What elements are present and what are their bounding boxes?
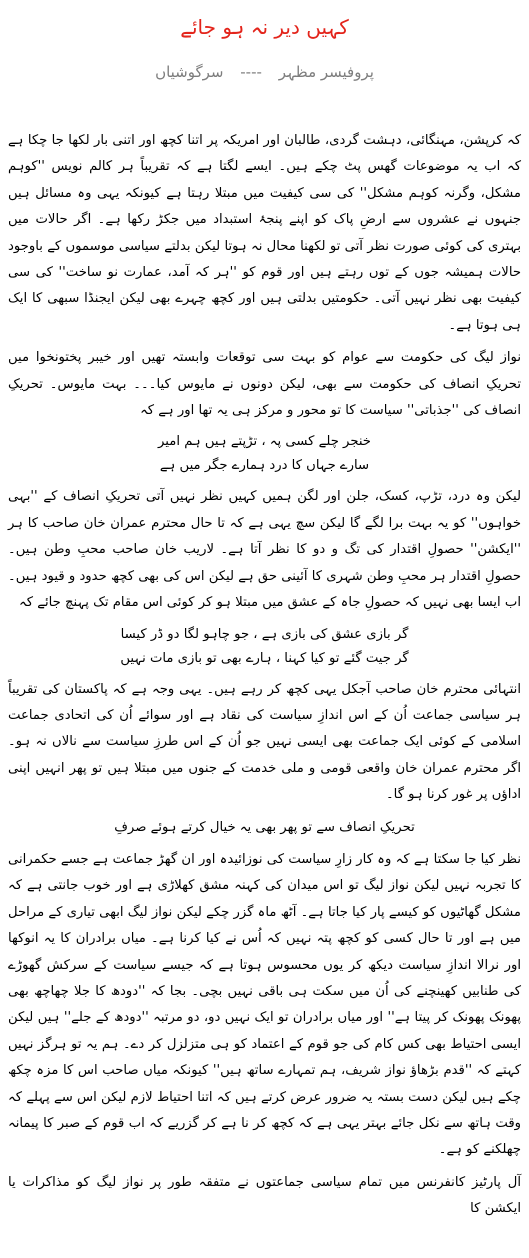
paragraph-3: لیکن وہ درد، تڑپ، کسک، جلن اور لگن ہمیں کہیں نظر نہیں آتی تحریکِ انصاف کے ''بہی خواہوں'' کو یہ بہت برا لگے گا لیکن سچ یہی ہے کہ تا حال محترم عمران خان صاحب کا ہر ''ایکشن'' حصولِ اقتدار کی تگ و دو کا نظر آتا ہے۔ لاریب خان صاحب محبِ وطن ہیں۔ حصولِ اقتدار ہر محبِ وطن شہری کا آئینی حق ہے لیکن اس کی بھی کچھ حدود و قیود ہیں۔ اب ایسا بھی نہیں کہ حصولِ جاہ کے عشق میں مبتلا ہو کر کوئی اس مقام تک پہنچ جائے کہ <box>8 489 521 611</box>
byline-separator: ---- <box>240 63 262 81</box>
paragraph-1: کہ کرپشن، مہنگائی، دہشت گردی، طالبان اور امریکہ پر اتنا کچھ اور اتنی بار لکھا جا چکا ہے کہ اب یہ موضوعات گھس پٹ چکے ہیں۔ ایسے لگتا ہے کہ تقریباً ہر کالم نویس ''کوہم مشکل، وگرنہ کوہم مشکل'' کی سی کیفیت میں مبتلا رہتا ہے کیونکہ یہی وہ مسائل ہیں جنہوں نے عشروں سے ارضِ پاک کو اپنے پنجۂ استبداد میں جکڑ رکھا ہے۔ اگر حالات میں بہتری کی کوئی صورت نظر آتی تو لکھنا محال نہ ہوتا لیکن بدلتے سیاسی موسموں کے باوجود حالات ہمیشہ جوں کے توں رہتے ہیں اور قوم کو ''ہر کہ آمد، عمارت نو ساخت'' کی سی کیفیت بھی نظر نہیں آتی۔ حکومتیں بدلتی ہیں اور کچھ چہرے بھی لیکن ایجنڈا سبھی کا ایک ہی ہوتا ہے۔ <box>8 133 521 333</box>
paragraph-6: آل پارٹیز کانفرنس میں تمام سیاسی جماعتوں نے متفقہ طور پر نواز لیگ کو مذاکرات یا ایکشن کا <box>8 1174 521 1217</box>
verse-line: گر جیت گئے تو کیا کہنا ، ہارے بھی تو بازی مات نہیں <box>120 650 409 666</box>
verse-1 <box>8 430 521 478</box>
verse-line: خنجر چلے کسی پہ ، تڑپتے ہیں ہم امیر <box>158 434 371 450</box>
verse-2 <box>8 623 521 671</box>
article-title: کہیں دیر نہ ہو جائے <box>180 15 349 39</box>
author-name: پروفیسر مظہر <box>278 63 374 81</box>
article-byline <box>0 60 529 84</box>
verse-line: گر بازی عشق کی بازی ہے ، جو چاہو لگا دو ڈر کیسا <box>120 626 409 642</box>
paragraph-2: نواز لیگ کی حکومت سے عوام کو بہت سی توقعات وابستہ تھیں اور خیبر پختونخوا میں تحریکِ انصاف کی حکومت سے بھی، لیکن دونوں نے مایوس کیا۔۔۔ بہت مایوس۔ تحریکِ انصاف کی ''جذباتی'' سیاست کا تو محور و مرکز ہی یہ تھا اور ہے کہ <box>8 350 521 419</box>
verse-line: سارے جہاں کا درد ہمارے جگر میں ہے <box>159 458 370 474</box>
article-body <box>8 128 521 1217</box>
interlude-line: تحریکِ انصاف سے تو پھر بھی یہ خیال کرتے ہوئے صرفِ <box>114 819 415 835</box>
paragraph-5: نظر کیا جا سکتا ہے کہ وہ کار زارِ سیاست کی نوزائیدہ اور ان گھڑ جماعت ہے جسے حکمرانی کا تجربہ نہیں لیکن نواز لیگ تو اس میدان کی کہنہ مشق کھلاڑی ہے اور خوب جانتی ہے کہ مشکل گھاٹیوں کو کیسے پار کیا جاتا ہے۔ آٹھ ماہ گزر چکے لیکن نواز لیگ ابھی تیاری کے مراحل میں ہے اور تا حال کسی کو کچھ پتہ نہیں کہ اُس نے کیا کرنا ہے۔ میاں برادران کا یہ انوکھا اور نرالا اندازِ سیاست دیکھ کر یوں محسوس ہوتا ہے کہ جیسے سیاست کے سرکش گھوڑے کی طنابیں کھینچنے کی اُن میں سکت ہی باقی نہیں بچی۔ بجا کہ ''دودھ کا جلا چھاچھ بھی پھونک پھونک کر پیتا ہے'' اور میاں برادران تو ایک نہیں دو، دو مرتبہ ''دودھ کے جلے'' ہیں لیکن ایسی احتیاط بھی کس کام کی جو قوم کے اعتماد کو ہی متزلزل کر دے۔ ہم یہ تو ہرگز نہیں کہتے کہ ''قدم بڑھاؤ نواز شریف، ہم تمہارے ساتھ ہیں'' کیونکہ میاں صاحب اس کا مزہ چکھ چکے ہیں لیکن دست بستہ یہ ضرور عرض کرتے ہیں کہ اتنا احتیاط لازم لیکن اس سے پہلے کہ وقت ہاتھ سے نکل جائے بہتر یہی ہے کہ کچھ کر نا ہے کر گزریے کہ اب قوم کے صبر کا پیمانہ چھلکنے کو ہے۔ <box>8 851 521 1158</box>
column-name: سرگوشیاں <box>155 63 224 81</box>
paragraph-4: انتہائی محترم خان صاحب آجکل یہی کچھ کر رہے ہیں۔ یہی وجہ ہے کہ پاکستان کی تقریباً ہر سیاسی جماعت اُن کے اس اندازِ سیاست کی نقاد ہے اور سوائے اُن کی اتحادی جماعت اسلامی کے کوئی ایک جماعت بھی ایسی نہیں جو اُن کے اس طرزِ سیاست سے نالاں نہ ہو۔ اگر محترم عمران خان واقعی قومی و ملی خدمت کے جنوں میں مبتلا ہیں تو پھر انہیں اپنی اداؤں پر غور کرنا ہو گا۔ <box>8 681 521 803</box>
